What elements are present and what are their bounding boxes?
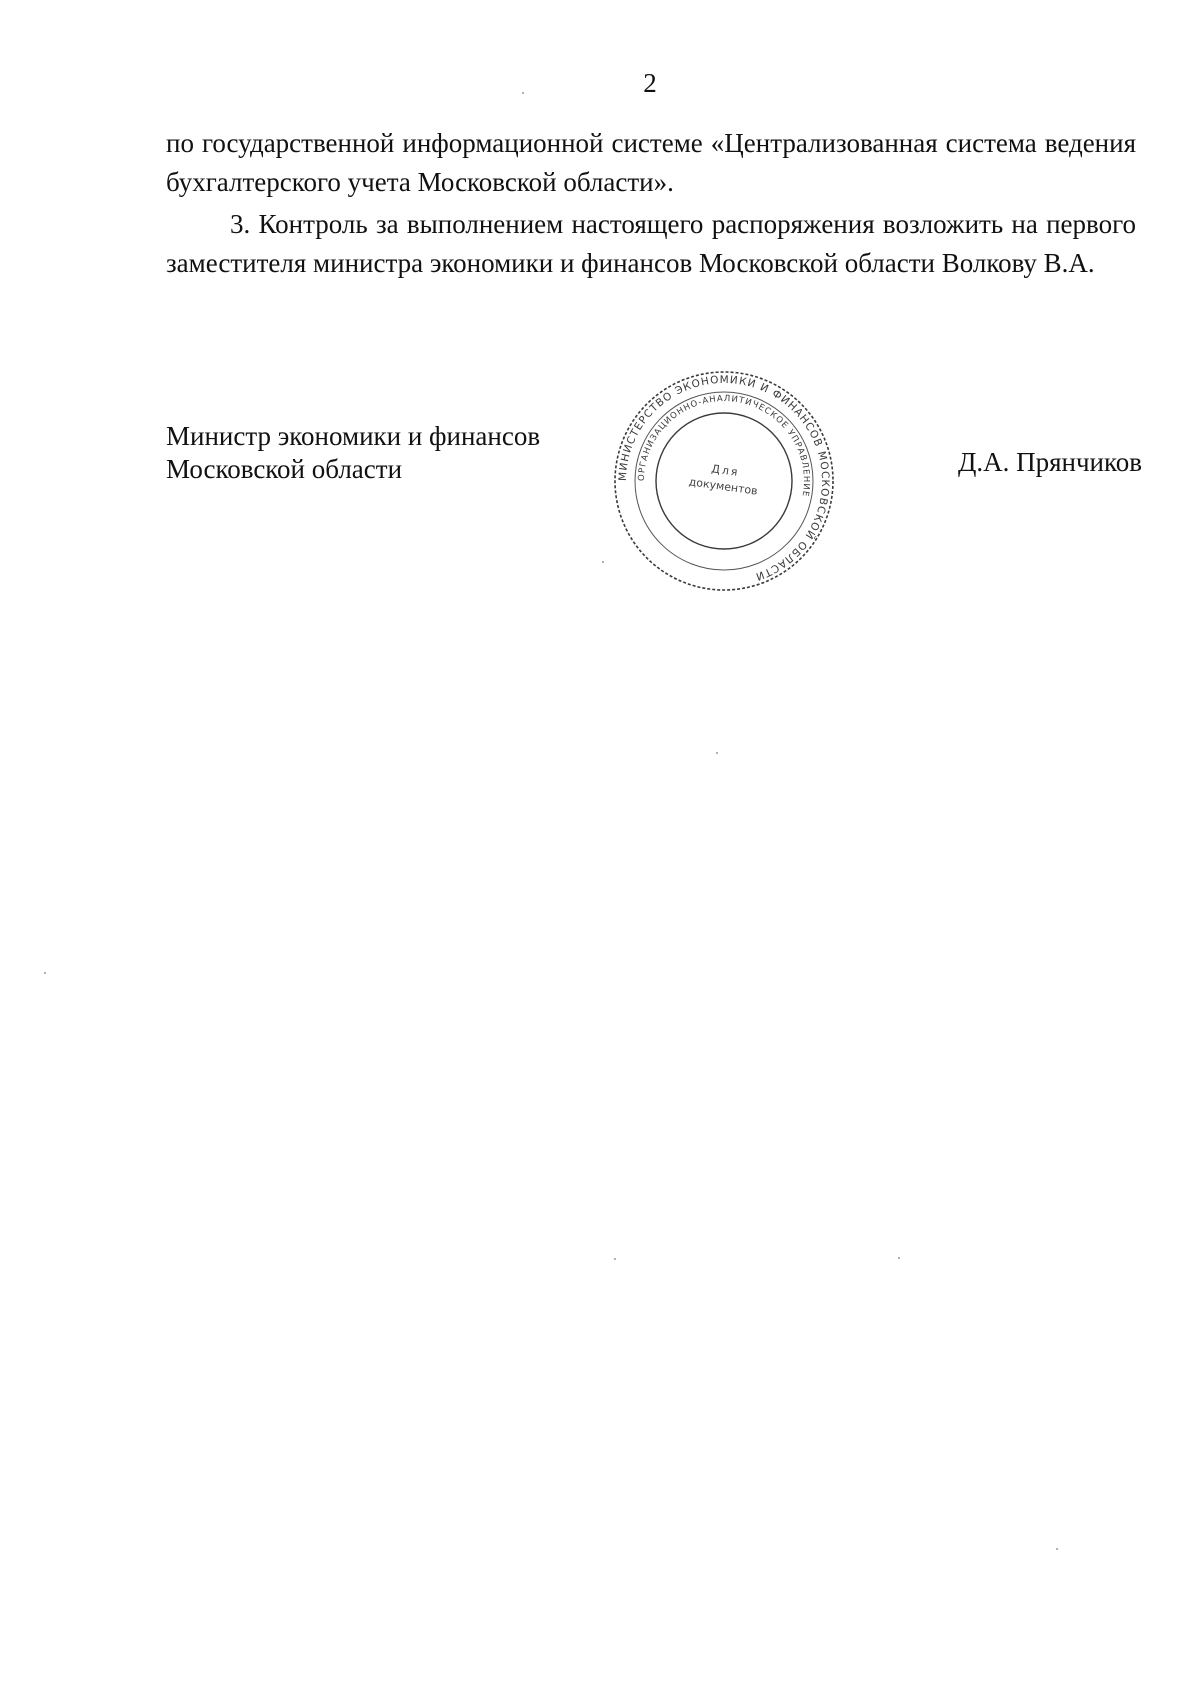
signer-title-line-2: Московской области: [166, 454, 403, 484]
signer-title-line-1: Министр экономики и финансов: [166, 421, 541, 451]
seal-center-line-1: Для: [710, 462, 741, 480]
scan-speck: [602, 561, 604, 563]
scan-speck: [1056, 1548, 1058, 1550]
signer-title: [166, 420, 540, 486]
scan-speck: [716, 752, 718, 754]
document-body: [166, 124, 1136, 283]
seal-center-line-2: документов: [687, 475, 759, 498]
page-number: 2: [643, 68, 657, 98]
paragraph-continued: по государственной информационной системе «Централизованная система ведения бухгалтерского учета Московской области».: [166, 128, 1136, 197]
signer-name: Д.А. Прянчиков: [957, 447, 1142, 477]
official-seal: [612, 369, 836, 593]
scan-speck: [44, 972, 46, 974]
scan-speck: [898, 1257, 900, 1259]
scan-speck: [614, 1258, 616, 1260]
scan-speck: [522, 92, 524, 94]
seal-outer-text: МИНИСТЕРСТВО ЭКОНОМИКИ И ФИНАНСОВ МОСКОВСКОЙ ОБЛАСТИ: [616, 373, 832, 583]
paragraph-3: 3. Контроль за выполнением настоящего распоряжения возложить на первого заместителя министра экономики и финансов Московской области Волкову В.А.: [166, 209, 1136, 278]
seal-inner-text: ОРГАНИЗАЦИОННО-АНАЛИТИЧЕСКОЕ УПРАВЛЕНИЕ: [636, 393, 812, 498]
